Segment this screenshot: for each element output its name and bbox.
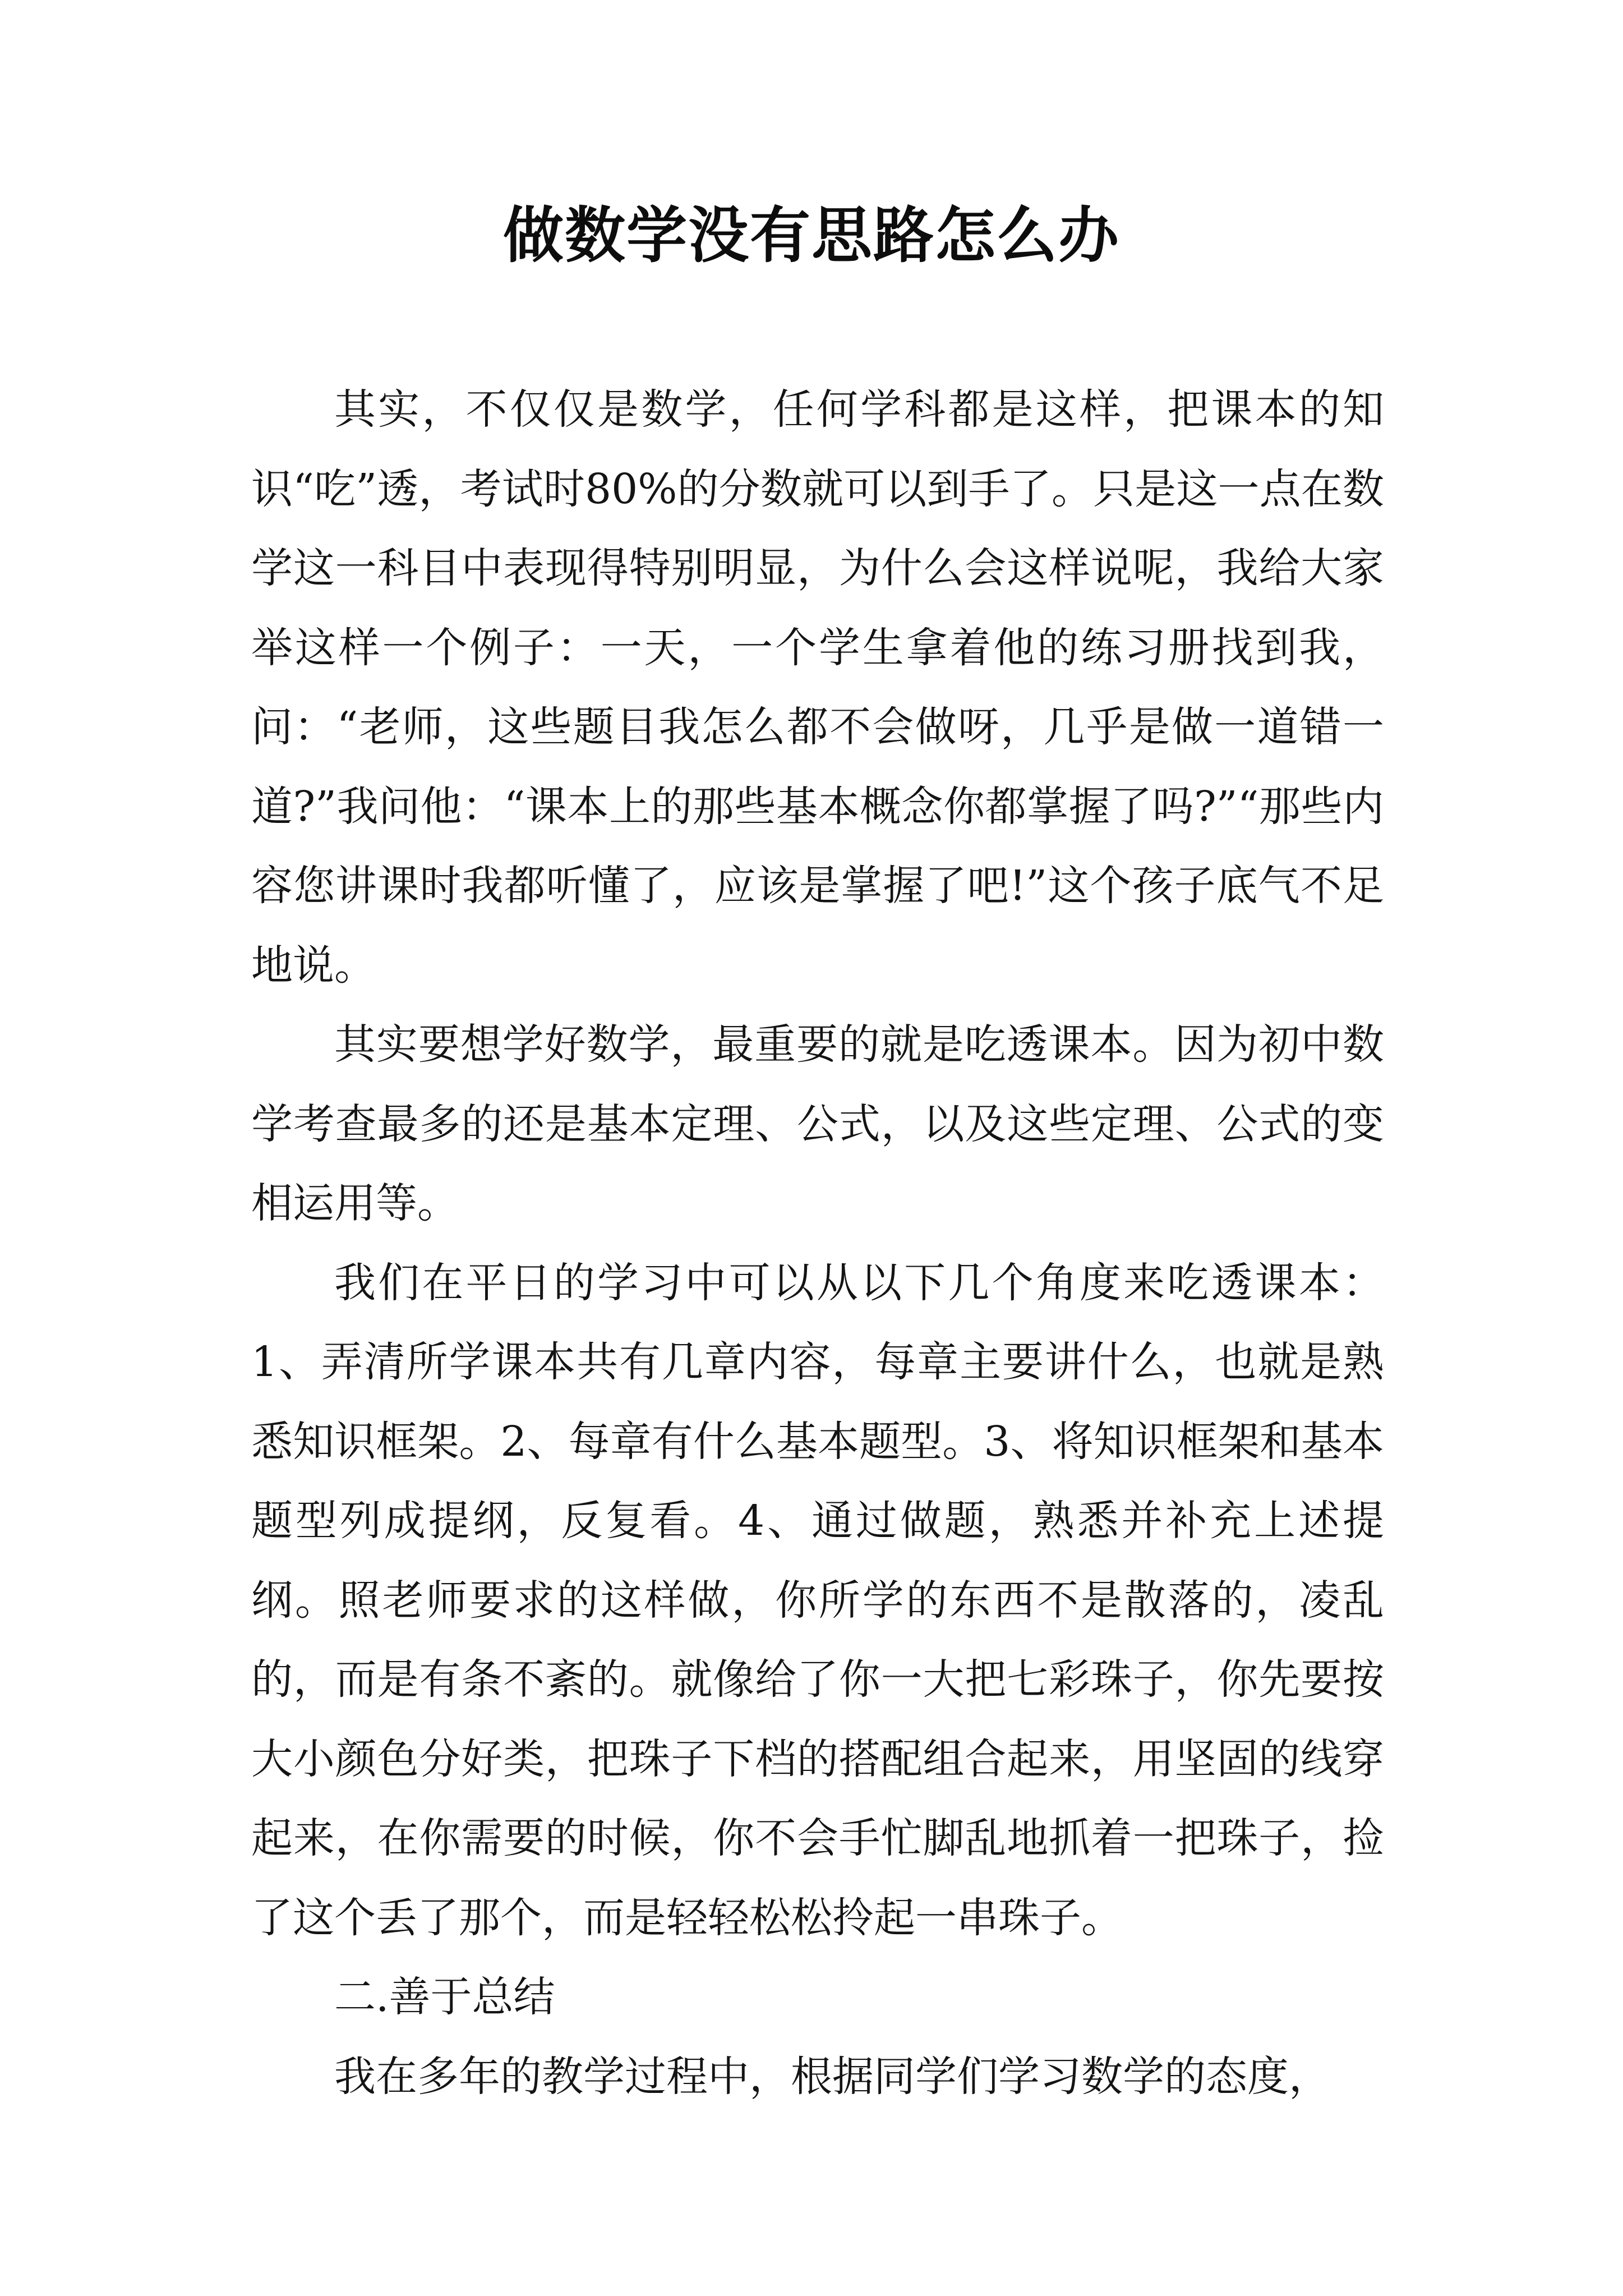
document-title: 做数学没有思路怎么办: [502, 200, 1120, 271]
document-body: [251, 370, 1384, 2116]
paragraph-3: 我们在平日的学习中可以从以下几个角度来吃透课本：1、弄清所学课本共有几章内容，每章主要讲什么，也就是熟悉知识框架。2、每章有什么基本题型。3、将知识框架和基本题型列成提纲，反复看。4、通过做题，熟悉并补充上述提纲。照老师要求的这样做，你所学的东西不是散落的，凌乱的，而是有条不紊的。就像给了你一大把七彩珠子，你先要按大小颜色分好类，把珠子下档的搭配组合起来，用坚固的线穿起来，在你需要的时候，你不会手忙脚乱地抓着一把珠子，捡了这个丢了那个，而是轻轻松松拎起一串珠子。: [251, 1258, 1384, 1942]
paragraph-2: 其实要想学好数学，最重要的就是吃透课本。因为初中数学考查最多的还是基本定理、公式，以及这些定理、公式的变相运用等。: [251, 1020, 1384, 1227]
paragraph-1: 其实，不仅仅是数学，任何学科都是这样，把课本的知识“吃”透，考试时80%的分数就可以到手了。只是这一点在数学这一科目中表现得特别明显，为什么会这样说呢，我给大家举这样一个例子：一天，一个学生拿着他的练习册找到我，问：“老师，这些题目我怎么都不会做呀，几乎是做一道错一道?”我问他：“课本上的那些基本概念你都掌握了吗?”“那些内容您讲课时我都听懂了，应该是掌握了吧!”这个孩子底气不足地说。: [251, 385, 1384, 990]
section-heading: 二.善于总结: [334, 1973, 555, 2021]
paragraph-4: 我在多年的教学过程中，根据同学们学习数学的态度，: [334, 2052, 1330, 2101]
